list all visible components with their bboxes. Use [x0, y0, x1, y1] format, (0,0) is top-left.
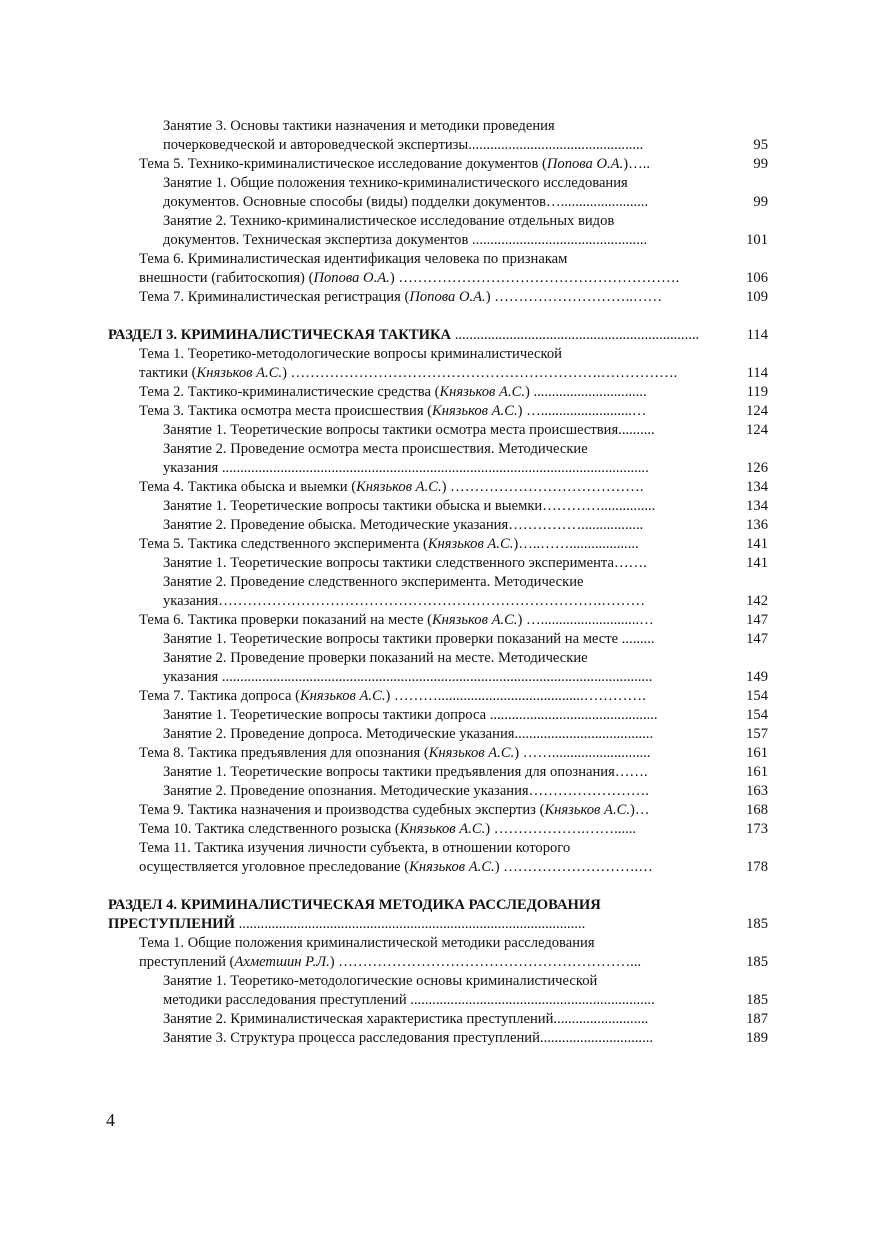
- toc-page-number: 178: [746, 859, 768, 875]
- toc-page-number: 168: [746, 802, 768, 818]
- toc-page-number: 126: [746, 460, 768, 476]
- toc-page-number: 141: [746, 536, 768, 552]
- toc-entry: Тема 5. Тактика следственного эксперимента (Князьков А.С.)…..……................... 141: [139, 536, 768, 552]
- toc-entry: Занятие 2. Криминалистическая характеристика преступлений.......................... 187: [163, 1011, 768, 1027]
- toc-page-number: 161: [746, 745, 768, 761]
- toc-entry: Занятие 1. Теоретические вопросы тактики проверки показаний на месте ......... 147: [163, 631, 768, 647]
- toc-page-number: 124: [746, 403, 768, 419]
- toc-page-number: 189: [746, 1030, 768, 1046]
- toc-page-number: 99: [753, 156, 768, 172]
- toc-page-number: 157: [746, 726, 768, 742]
- toc-entry: Занятие 2. Проведение осмотра места происшествия. Методические указания ..................................................................................................................... 126: [163, 441, 768, 476]
- table-of-contents: [108, 117, 768, 1048]
- toc-entry: Тема 4. Тактика обыска и выемки (Князьков А.С.) …………………………………. 134: [139, 479, 768, 495]
- toc-page-number: 101: [746, 232, 768, 248]
- toc-section-heading: РАЗДЕЛ 3. КРИМИНАЛИСТИЧЕСКАЯ ТАКТИКА ................................................................... 114: [108, 327, 768, 343]
- toc-page-number: 154: [746, 688, 768, 704]
- toc-entry: Тема 8. Тактика предъявления для опознания (Князьков А.С.) ……........................... 161: [139, 745, 768, 761]
- toc-entry: Тема 1. Общие положения криминалистической методики расследования преступлений (Ахметшин Р.Л.) ……………………………………………………... 185: [139, 935, 768, 970]
- toc-page-number: 142: [746, 593, 768, 609]
- toc-page-number: 136: [746, 517, 768, 533]
- toc-page-number: 95: [753, 137, 768, 153]
- toc-entry: Тема 7. Криминалистическая регистрация (Попова О.А.) ………………………..…… 109: [139, 289, 768, 305]
- toc-page-number: 185: [746, 916, 768, 932]
- toc-entry: Тема 6. Криминалистическая идентификация человека по признакам внешности (габитоскопия) (Попова О.А.) …………………………………………………. 106: [139, 251, 768, 286]
- toc-page-number: 124: [746, 422, 768, 438]
- toc-entry: Тема 11. Тактика изучения личности субъекта, в отношении которого осуществляется уголовное преследование (Князьков А.С.) ……………………….… 178: [139, 840, 768, 875]
- toc-page-number: 147: [746, 631, 768, 647]
- toc-entry: Занятие 2. Проведение допроса. Методические указания...................................... 157: [163, 726, 768, 742]
- toc-entry: Занятие 2. Проведение следственного эксперимента. Методические указания…………………………………………………………………….……… 142: [163, 574, 768, 609]
- toc-section-heading: РАЗДЕЛ 4. КРИМИНАЛИСТИЧЕСКАЯ МЕТОДИКА РАССЛЕДОВАНИЯ ПРЕСТУПЛЕНИЙ ............................................................................................... 185: [108, 897, 768, 932]
- toc-entry: Тема 1. Теоретико-методологические вопросы криминалистической тактики (Князьков А.С.) ……………………………………………………….……………. 114: [139, 346, 768, 381]
- toc-entry: Тема 2. Тактико-криминалистические средства (Князьков А.С.) ............................... 119: [139, 384, 768, 400]
- toc-page-number: 154: [746, 707, 768, 723]
- toc-entry: Занятие 2. Проведение проверки показаний на месте. Методические указания ...................................................................................................................... 149: [163, 650, 768, 685]
- toc-entry: Тема 10. Тактика следственного розыска (Князьков А.С.) ……………….……...... 173: [139, 821, 768, 837]
- toc-page-number: 173: [746, 821, 768, 837]
- toc-entry: Тема 6. Тактика проверки показаний на месте (Князьков А.С.) …...........................… 147: [139, 612, 768, 628]
- toc-entry: Занятие 1. Теоретические вопросы тактики обыска и выемки…………............... 134: [163, 498, 768, 514]
- toc-page-number: 185: [746, 992, 768, 1008]
- toc-page-number: 161: [746, 764, 768, 780]
- toc-page-number: 109: [746, 289, 768, 305]
- toc-page-number: 141: [746, 555, 768, 571]
- toc-entry: Занятие 1. Теоретико-методологические основы криминалистической методики расследования преступлений ................................................................... 185: [163, 973, 768, 1008]
- toc-entry: Тема 3. Тактика осмотра места происшествия (Князьков А.С.) ….........................… 124: [139, 403, 768, 419]
- page-number: 4: [106, 1110, 115, 1130]
- toc-page-number: 185: [746, 954, 768, 970]
- toc-entry: Занятие 1. Общие положения технико-криминалистического исследования документов. Основные способы (виды) подделки документов…........................ 99: [163, 175, 768, 210]
- toc-entry: Тема 7. Тактика допроса (Князьков А.С.) ………........................................…………. 154: [139, 688, 768, 704]
- toc-entry: Занятие 2. Проведение обыска. Методические указания……………................. 136: [163, 517, 768, 533]
- toc-entry: Занятие 3. Основы тактики назначения и методики проведения почерковедческой и автороведческой экспертизы................................................ 95: [163, 118, 768, 153]
- toc-page-number: 134: [746, 479, 768, 495]
- toc-entry: Занятие 1. Теоретические вопросы тактики предъявления для опознания……. 161: [163, 764, 768, 780]
- toc-entry: Занятие 2. Технико-криминалистическое исследование отдельных видов документов. Техническая экспертиза документов ................................................ 101: [163, 213, 768, 248]
- toc-entry: Занятие 1. Теоретические вопросы тактики допроса .............................................. 154: [163, 707, 768, 723]
- toc-page-number: 149: [746, 669, 768, 685]
- toc-page-number: 187: [746, 1011, 768, 1027]
- toc-entry: Занятие 3. Структура процесса расследования преступлений............................... 189: [163, 1030, 768, 1046]
- toc-entry: Тема 5. Технико-криминалистическое исследование документов (Попова О.А.)….. 99: [139, 156, 768, 172]
- toc-page-number: 114: [746, 365, 768, 381]
- toc-entry: Занятие 2. Проведение опознания. Методические указания……………………. 163: [163, 783, 768, 799]
- toc-page-number: 147: [746, 612, 768, 628]
- toc-page-number: 163: [746, 783, 768, 799]
- toc-page-number: 106: [746, 270, 768, 286]
- toc-page-number: 114: [746, 327, 768, 343]
- toc-page-number: 134: [746, 498, 768, 514]
- toc-entry: Занятие 1. Теоретические вопросы тактики осмотра места происшествия.......... 124: [163, 422, 768, 438]
- toc-entry: Занятие 1. Теоретические вопросы тактики следственного эксперимента……. 141: [163, 555, 768, 571]
- toc-page-number: 99: [753, 194, 768, 210]
- toc-page-number: 119: [746, 384, 768, 400]
- toc-entry: Тема 9. Тактика назначения и производства судебных экспертиз (Князьков А.С.)… 168: [139, 802, 768, 818]
